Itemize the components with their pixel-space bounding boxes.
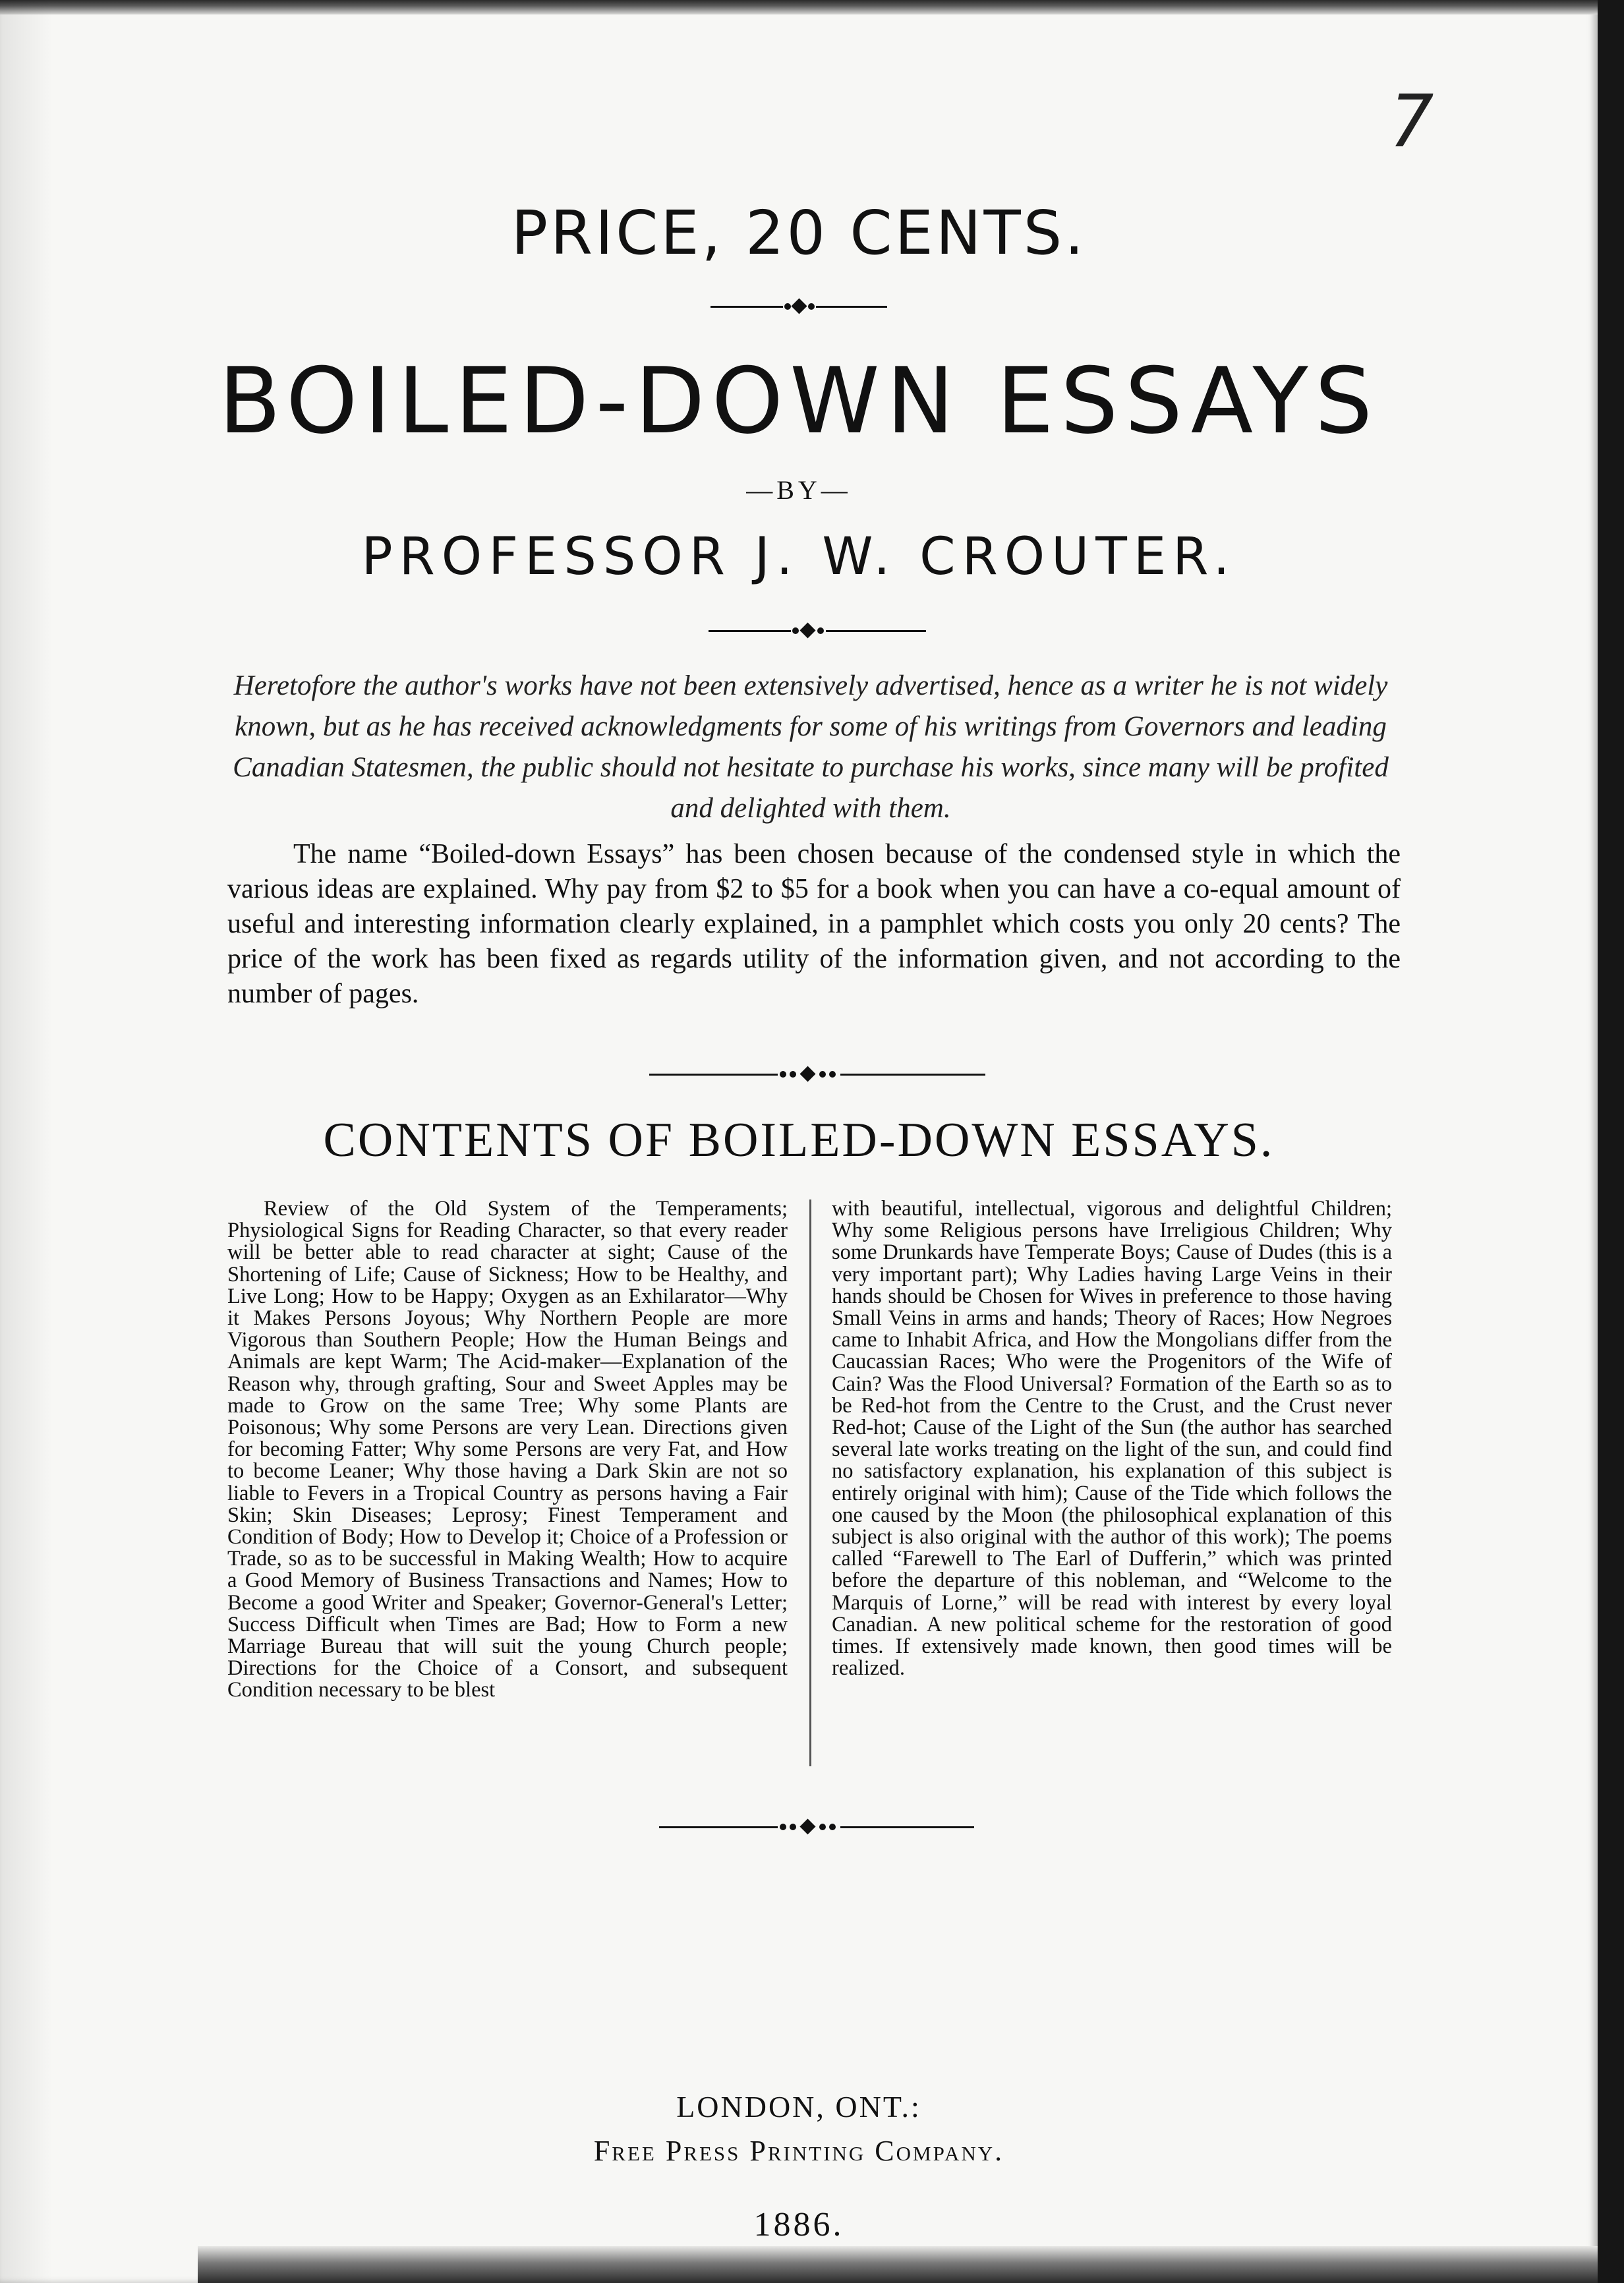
page-number-mark: 7 [1378, 79, 1443, 163]
imprint-city: LONDON, ONT.: [676, 2090, 921, 2124]
book-title: BOILED-DOWN ESSAYS [218, 348, 1379, 454]
ornament-divider [659, 1819, 974, 1835]
price-line: PRICE, 20 CENTS. [511, 198, 1087, 268]
ornament-divider [710, 299, 887, 314]
ornament-divider [649, 1066, 985, 1082]
author-note: Heretofore the author's works have not been extensively advertised, hence as a writer he is not widely known, but as he has received acknowledgments for some of his writings from Governors and leading Canadian Statesmen, the public should not hesitate to purchase his works, since many will be profited and delighted with them. [233, 670, 1389, 824]
column-divider [809, 1199, 811, 1766]
imprint-year: 1886. [753, 2206, 844, 2243]
contents-right-column: with beautiful, intellectual, vigorous and delightful Children; Why some Religious persons have Irreligious Children; Why some Drunkards have Temperate Boys; Cause of Dudes (this is a very important part); Why Ladies having Large Veins in their hands should be Chosen for Wives in preference to those having Small Veins in arms and hands; Theory of Races; How Negroes came to Inhabit Africa, and How the Mongolians differ from the Caucassian Races; Who were the Progenitors of the Wife of Cain? Was the Flood Universal? Formation of the Earth so as to be Red-hot from the Centre to the Crust, and the Crust never Red-hot; Cause of the Light of the Sun (the author has searched several late works treating on the light of the sun, and could find no satisfactory explanation, his explanation of this subject is entirely original with him); Cause of the Tide which follows the one caused by the Moon (the philosophical explanation of this subject is also original with the author of this work); The poems called “Farewell to The Earl of Dufferin,” which was printed before the departure of this nobleman, and “Welcome to the Marquis of Lorne,” will be read with interest by every loyal Canadian. A new political scheme for the restoration of good times. If extensively made known, then good times will be realized. [832, 1197, 1392, 1681]
byline: —BY— [746, 475, 852, 505]
scan-right-edge [1598, 0, 1624, 2283]
ornament-divider [709, 623, 926, 639]
author-name: PROFESSOR J. W. CROUTER. [361, 527, 1236, 587]
scan-top-edge [0, 0, 1598, 14]
contents-heading: CONTENTS OF BOILED-DOWN ESSAYS. [323, 1113, 1275, 1167]
imprint-publisher: Free Press Printing Company. [593, 2135, 1004, 2167]
contents-left-column: Review of the Old System of the Temperaments; Physiological Signs for Reading Character, so that every reader will be better able to read character at sight; Cause of the Shortening of Life; Cause of Sickness; How to be Healthy, and Live Long; How to be Happy; Oxygen as an Exhilarator—Why it Makes Persons Joyous; Why Northern People are more Vigorous than Southern People; How the Human Beings and Animals are kept Warm; The Acid-maker—Explanation of the Reason why, through grafting, Sour and Sweet Apples may be made to Grow on the same Tree; Why some Plants are Poisonous; Why some Persons are very Lean. Directions given for becoming Fatter; Why some Persons are very Fat, and How to become Leaner; Why those having a Dark Skin are not so liable to Fevers in a Tropical Country as persons having a Fair Skin; Skin Diseases; Leprosy; Finest Temperament and Condition of Body; How to Develop it; Choice of a Profession or Trade, so as to be successful in Making Wealth; How to acquire a Good Memory of Business Transactions and Names; How to Become a good Writer and Speaker; Governor-General's Letter; Success Difficult when Times are Bad; How to Form a new Marriage Bureau that will suit the young Church people; Directions for the Choice of a Consort, and subsequent Condition necessary to be blest [227, 1197, 788, 1702]
intro-paragraph: The name “Boiled-down Essays” has been chosen because of the condensed style in which the various ideas are explained. Why pay from $2 to $5 for a book when you can have a co-equal amount of useful and interesting information clearly explained, in a pamphlet which costs you only 20 cents? The price of the work has been fixed as regards utility of the information given, and not according to the number of pages. [227, 839, 1401, 1009]
scan-bottom-edge [198, 2246, 1598, 2283]
